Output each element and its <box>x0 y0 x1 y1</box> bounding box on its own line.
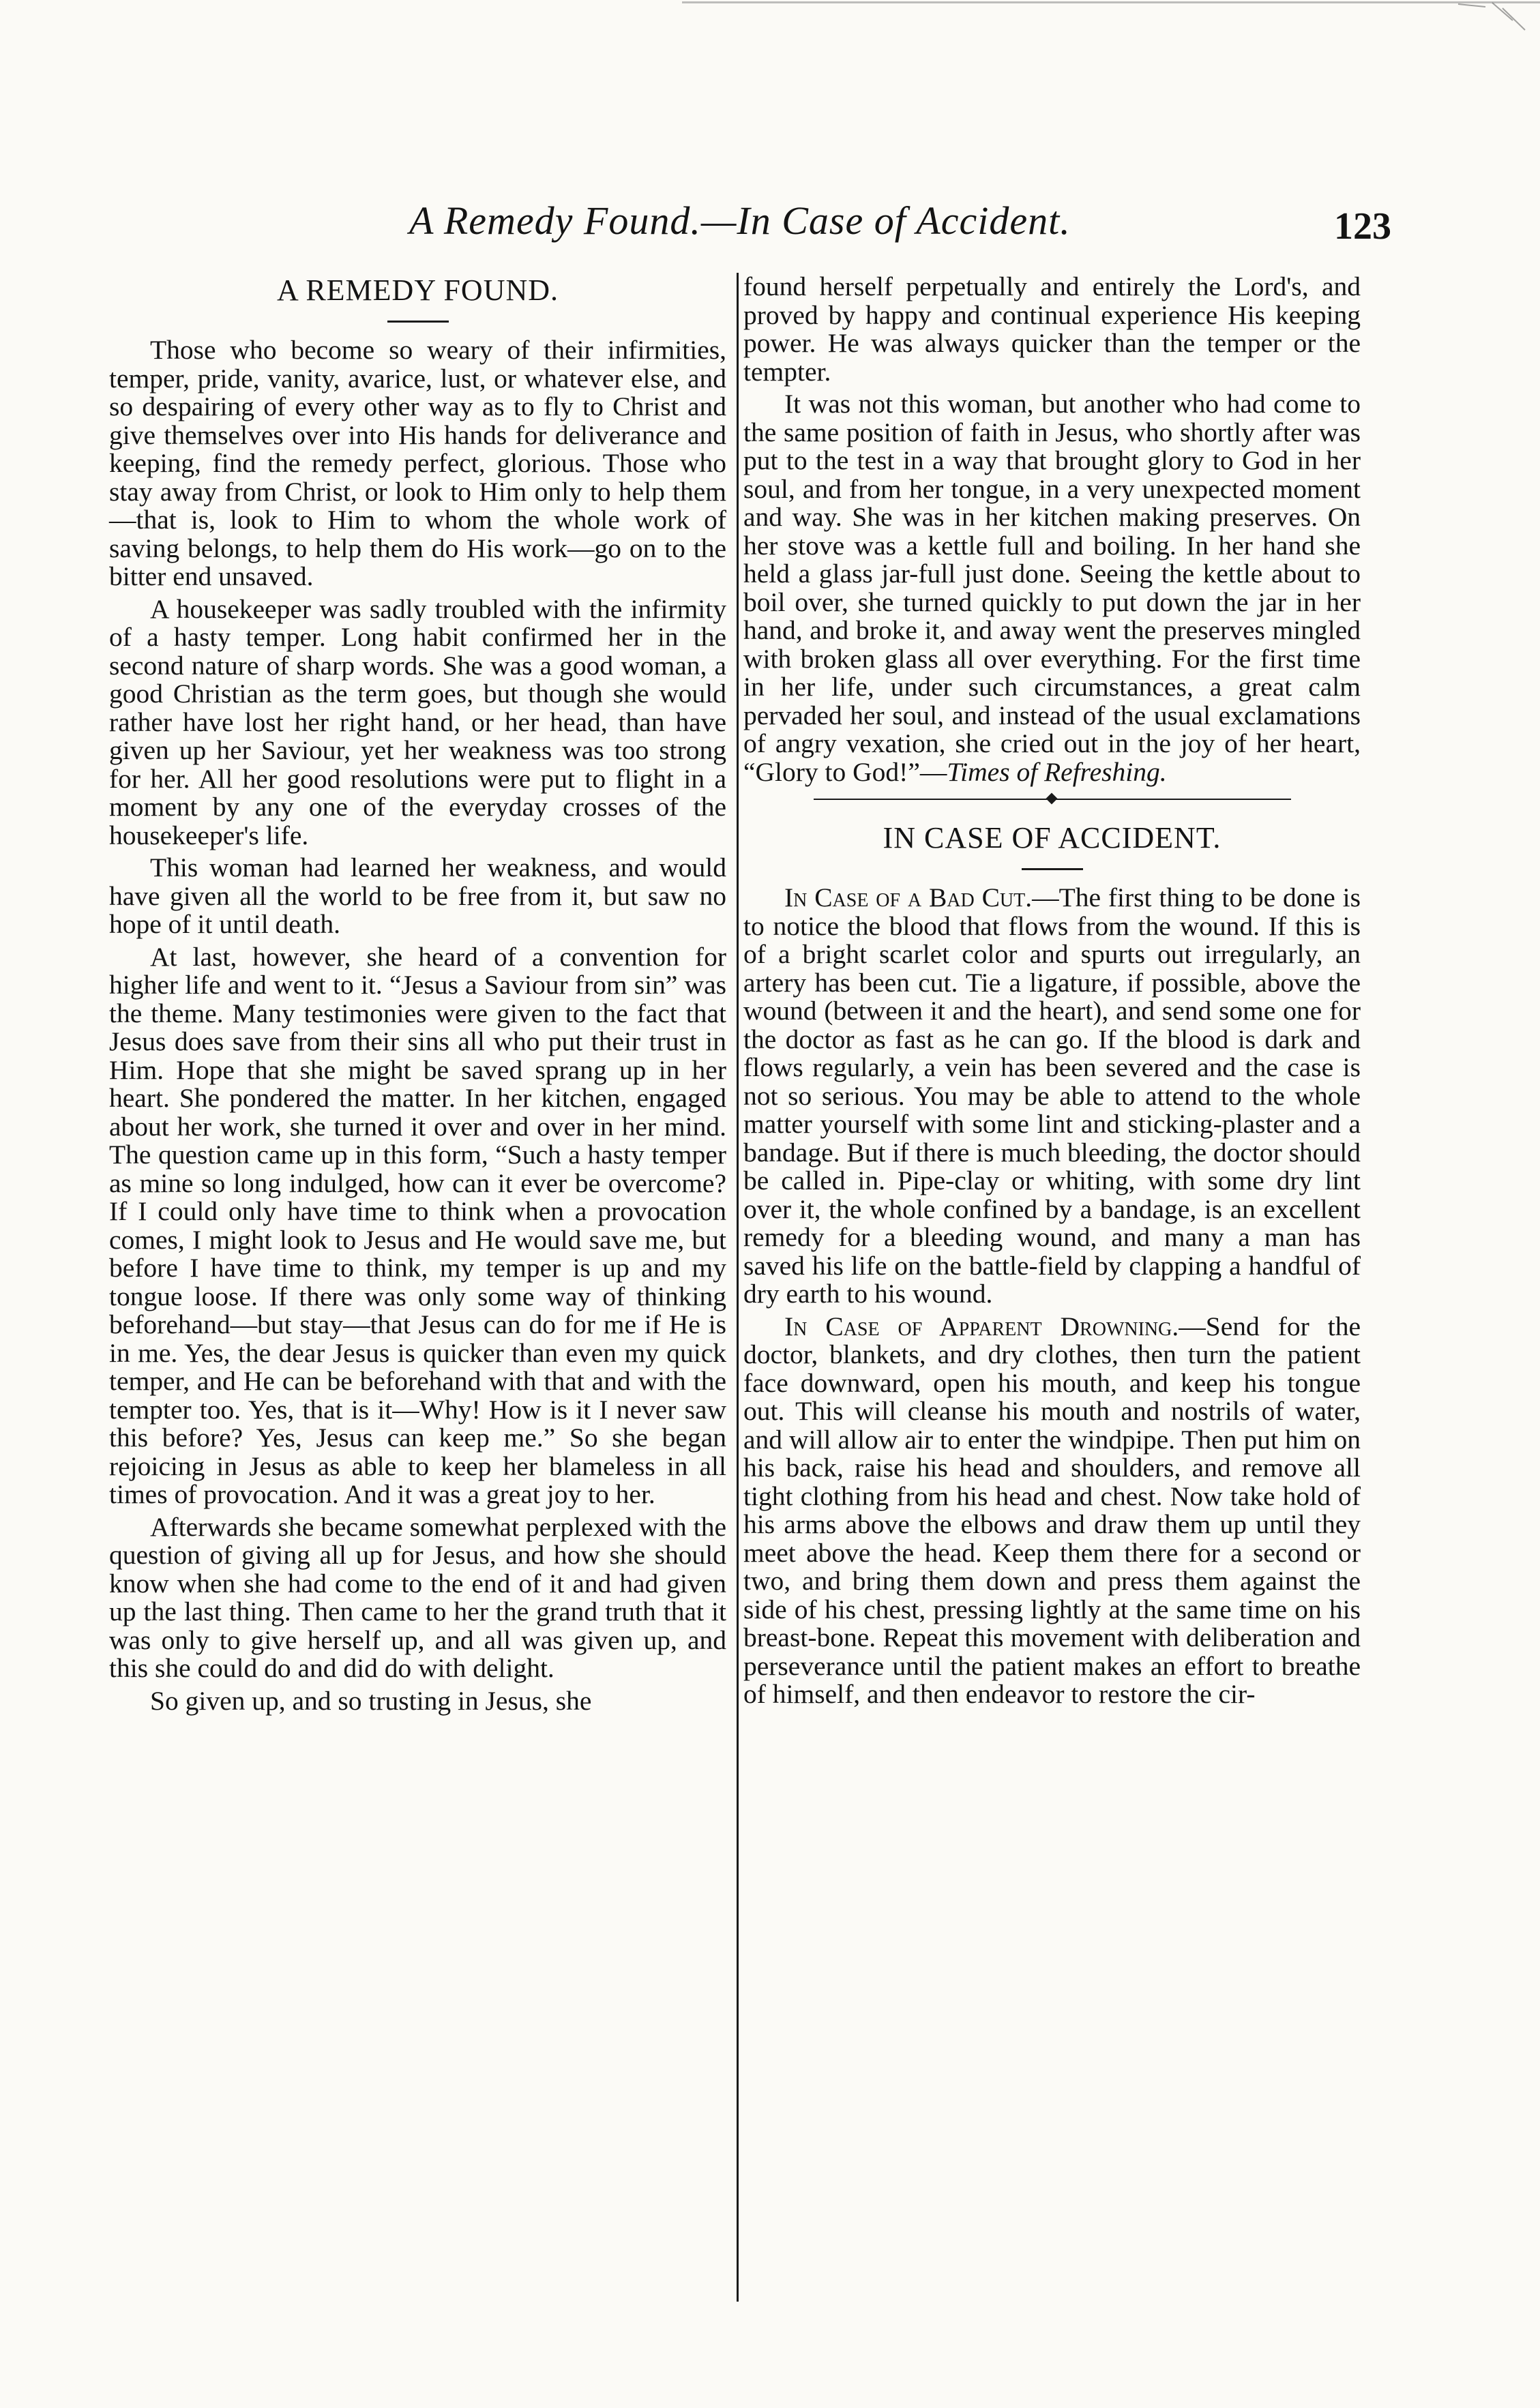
paragraph-lead: In Case of a Bad Cut. <box>784 882 1033 912</box>
running-head: A Remedy Found.—In Case of Accident. <box>409 198 1071 243</box>
paragraph-text: —Send for the doctor, blankets, and dry clothes, then turn the patient face downward, open his mouth, and keep his tongue out. This will cleanse his mouth and nostrils of water, and will allow air to enter the windpipe. Then put him on his back, raise his head and shoulders, and remove all tight clothing from his head and chest. Now take hold of his arms above the elbows and draw them up until they meet above the head. Keep them there for a second or two, and bring them down and press them against the side of his chest, pressing lightly at the same time on his breast-bone. Repeat this movement with deliberation and perseverance until the patient makes an effort to breathe of himself, and then endeavor to restore the cir- <box>743 1311 1361 1709</box>
paragraph: At last, however, she heard of a convention for higher life and went to it. “Jesus a Saviour from sin” was the theme. Many testimonies were given to the fact that Jesus does save from their sins all who put their trust in Him. Hope that she might be saved sprang up in her heart. She pondered the matter. In her kitchen, engaged about her work, she turned it over and over in her mind. The question came up in this form, “Such a hasty temper as mine so long indulged, how can it ever be overcome? If I could only have time to think when a provocation comes, I might look to Jesus and He would save me, but before I have time to think, my temper is up and my tongue loose. If there was only some way of thinking beforehand—but stay—that Jesus can do for me if He is in me. Yes, the dear Jesus is quicker than even my quick temper, and He can be beforehand with that and with the tempter too. Yes, that is it—Why! How is it I never saw this before? Yes, Jesus can keep me.” So she began rejoicing in Jesus as able to keep her blameless in all times of provocation. And it was a great joy to her. <box>109 941 726 1509</box>
paragraph-lead: In Case of Apparent Drowning. <box>784 1311 1179 1341</box>
paragraph: Afterwards she became somewhat perplexed with the question of giving all up for Jesus, and how she should know when she had come to the end of it and had given up the last thing. Then came to her the grand truth that it was only to give herself up, and all was given up, and this she could do and did do with delight. <box>109 1511 726 1683</box>
paragraph: So given up, and so trusting in Jesus, she <box>150 1685 592 1716</box>
source-citation: Times of Refreshing. <box>947 756 1167 787</box>
column-divider <box>737 273 739 2302</box>
paragraph <box>743 390 1361 786</box>
scan-top-edge <box>682 1 1540 13</box>
paragraph: A housekeeper was sadly troubled with the infirmity of a hasty temper. Long habit confirmed her in the second nature of sharp words. She was a good woman, a good Christian as the term goes, but though she would rather have lost her right hand, or her head, than have given up her Saviour, yet her weakness was too strong for her. All her good resolutions were put to flight in a moment by any one of the everyday crosses of the housekeeper's life. <box>109 593 726 850</box>
page-number: 123 <box>1334 205 1391 248</box>
paragraph-text: It was not this woman, but another who had come to the same position of faith in Jesus, who shortly after was put to the test in a way that brought glory to God in her soul, and from her tongue, in a very unexpected moment and way. She was in her kitchen making preserves. On her stove was a kettle full and boiling. In her hand she held a glass jar-full just done. Seeing the kettle about to boil over, she turned quickly to put down the jar in her hand, and broke it, and away went the preserves mingled with broken glass all over everything. For the first time in her life, under such circumstances, a great calm pervaded her soul, and instead of the usual exclamations of angry vexation, she cried out in the joy of her heart, “Glory to God!”— <box>743 389 1361 787</box>
title-rule <box>387 321 449 323</box>
paragraph <box>743 884 1361 1309</box>
paragraph: This woman had learned her weakness, and would have given all the world to be free from it, but saw no hope of it until death. <box>109 852 726 939</box>
left-column <box>109 273 726 2312</box>
section-title-in-case-of-accident: IN CASE OF ACCIDENT. <box>883 821 1221 854</box>
section-ornament <box>814 794 1291 804</box>
right-column <box>743 273 1361 2319</box>
section-title-remedy-found: A REMEDY FOUND. <box>276 273 559 307</box>
scan-corner-mark <box>1445 0 1526 34</box>
page-header <box>382 198 1405 252</box>
paragraph-continued: found herself perpetually and entirely the Lord's, and proved by happy and continual experience His keeping power. He was always quicker than the temper or the tempter. <box>743 271 1361 387</box>
paragraph-text: —The first thing to be done is to notice the blood that flows from the wound. If this is of a bright scarlet color and spurts out irregularly, an artery has been cut. Tie a ligature, if possible, above the wound (between it and the heart), and send some one for the doctor as fast as he can go. If the blood is dark and flows regularly, a vein has been severed and the case is not so serious. You may be able to attend to the whole matter yourself with some lint and sticking-plaster and a bandage. But if there is much bleeding, the doctor should be called in. Pipe-clay or whiting, with some dry lint over it, the whole confined by a bandage, is an excellent remedy for a bleeding wound, and many a man has saved his life on the battle-field by clapping a handful of dry earth to his wound. <box>743 882 1361 1309</box>
paragraph: Those who become so weary of their infirmities, temper, pride, vanity, avarice, lust, or whatever else, and so despairing of every other way as to fly to Christ and give themselves over into His hands for deliverance and keeping, find the remedy perfect, glorious. Those who stay away from Christ, or look to Him only to help them—that is, look to Him to whom the whole work of saving belongs, to help them do His work—go on to the bitter end unsaved. <box>109 335 726 591</box>
paragraph <box>743 1313 1361 1709</box>
title-rule <box>1022 868 1083 870</box>
